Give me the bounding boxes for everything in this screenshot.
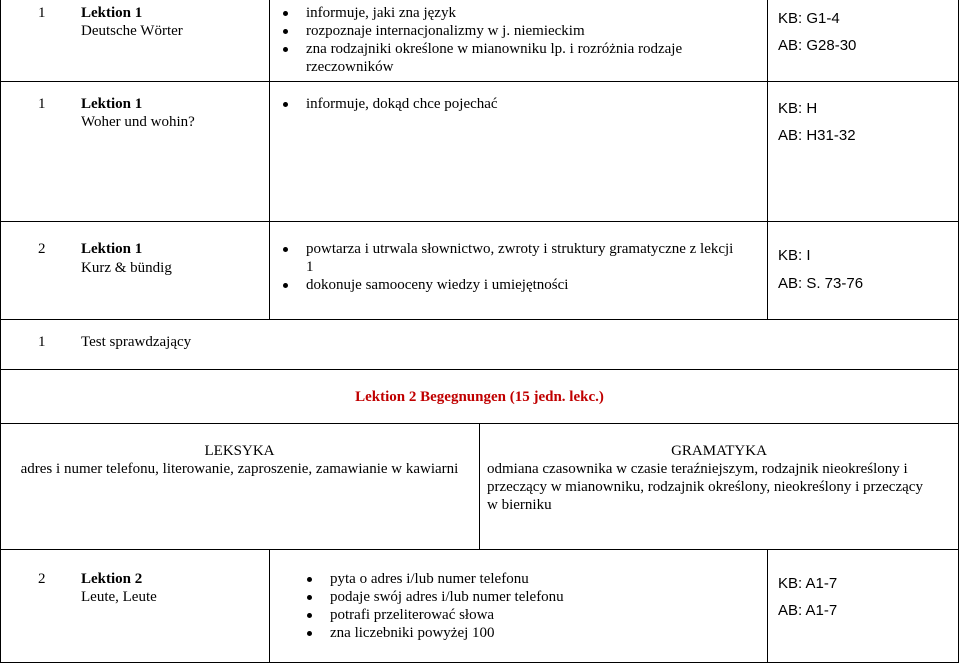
col-divider [767, 549, 768, 663]
bullet-icon [283, 11, 288, 16]
ab-reference: AB: A1-7 [778, 602, 838, 619]
lesson-title: Lektion 1 [81, 96, 143, 112]
lesson-subtitle: Leute, Leute [81, 589, 157, 605]
objectives-list [305, 570, 564, 642]
grammar-heading: GRAMATYKA [671, 443, 767, 459]
row-divider [0, 369, 959, 370]
test-title: Test sprawdzający [81, 334, 192, 350]
objectives-list [281, 95, 498, 113]
kb-reference: KB: H [778, 100, 818, 117]
lesson-subtitle: Deutsche Wörter [81, 23, 183, 39]
hours-cell: 2 [38, 241, 46, 257]
ab-reference: AB: S. 73-76 [778, 275, 864, 292]
col-divider [269, 0, 270, 320]
lesson-subtitle: Kurz & bündig [81, 260, 172, 276]
list-item: powtarza i utrwala słownictwo, zwroty i struktury gramatyczne z lekcji [281, 240, 733, 258]
col-divider [269, 549, 270, 663]
hours-cell: 1 [38, 5, 46, 21]
list-item: podaje swój adres i/lub numer telefonu [305, 588, 564, 606]
kb-reference: KB: A1-7 [778, 575, 838, 592]
bullet-icon [283, 29, 288, 34]
hours-cell: 2 [38, 571, 46, 587]
row-divider [0, 319, 959, 320]
ab-reference: AB: G28-30 [778, 37, 857, 54]
list-item: potrafi przeliterować słowa [305, 606, 564, 624]
list-item: pyta o adres i/lub numer telefonu [305, 570, 564, 588]
bullet-icon [307, 595, 312, 600]
col-divider [767, 0, 768, 320]
lesson-subtitle: Woher und wohin? [81, 114, 195, 130]
list-item: zna liczebniki powyżej 100 [305, 624, 564, 642]
bullet-icon [283, 47, 288, 52]
list-item-continuation: rzeczowników [306, 59, 394, 75]
list-item-continuation: 1 [306, 259, 314, 275]
bullet-icon [283, 102, 288, 107]
table-border [0, 0, 1, 663]
kb-reference: KB: I [778, 247, 811, 264]
lexis-text: adres i numer telefonu, literowanie, zaproszenie, zamawianie w kawiarni [20, 461, 459, 477]
lexis-heading: LEKSYKA [204, 443, 275, 459]
objectives-list [281, 4, 682, 76]
kb-reference: KB: G1-4 [778, 10, 840, 27]
bullet-icon [283, 247, 288, 252]
list-item: dokonuje samooceny wiedzy i umiejętności [281, 276, 733, 294]
bullet-icon [307, 577, 312, 582]
grammar-line: w bierniku [487, 497, 552, 513]
bullet-icon [283, 283, 288, 288]
list-item: zna rodzajniki określone w mianowniku lp. i rozróżnia rodzaje [281, 40, 682, 58]
list-item: informuje, jaki zna język [281, 4, 682, 22]
row-divider [0, 81, 959, 82]
row-divider [0, 221, 959, 222]
bullet-icon [307, 613, 312, 618]
hours-cell: 1 [38, 96, 46, 112]
lesson-title: Lektion 1 [81, 241, 143, 257]
lesson-title: Lektion 2 [81, 571, 143, 587]
list-item: informuje, dokąd chce pojechać [281, 95, 498, 113]
grammar-line: odmiana czasownika w czasie teraźniejszym, rodzajnik nieokreślony i [487, 461, 908, 477]
section-heading: Lektion 2 Begegnungen (15 jedn. lekc.) [355, 389, 604, 405]
hours-cell: 1 [38, 334, 46, 350]
lesson-title: Lektion 1 [81, 5, 143, 21]
ab-reference: AB: H31-32 [778, 127, 856, 144]
objectives-list [281, 240, 733, 294]
list-item: rozpoznaje internacjonalizmy w j. niemieckim [281, 22, 682, 40]
grammar-line: przeczący w mianowniku, rodzajnik określony, nieokreślony i przeczący [487, 479, 923, 495]
bullet-icon [307, 631, 312, 636]
